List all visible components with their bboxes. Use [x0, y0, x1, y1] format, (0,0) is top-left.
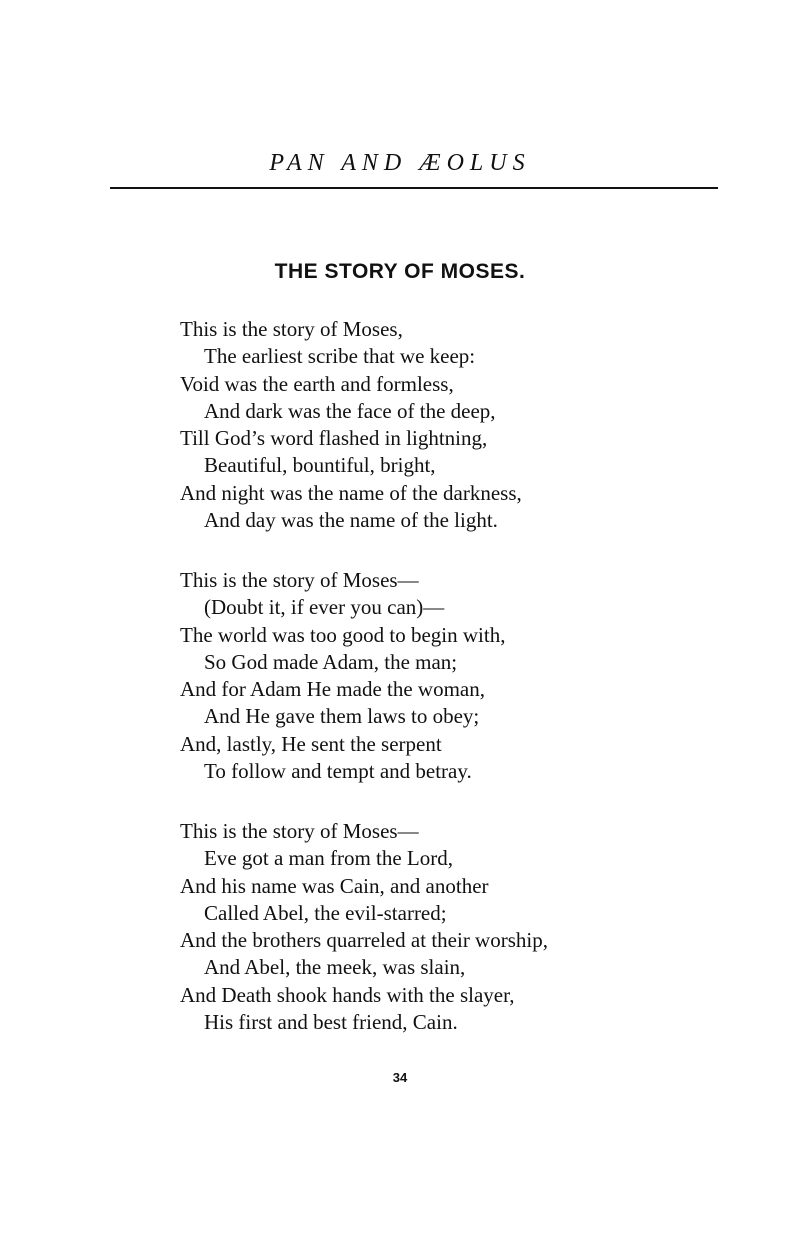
- running-head: PAN AND ÆOLUS: [269, 150, 531, 176]
- poem-line: The earliest scribe that we keep:: [204, 344, 476, 369]
- poem-line: (Doubt it, if ever you can)—: [204, 595, 445, 620]
- stanza-3: [180, 818, 700, 1036]
- poem-line: The world was too good to begin with,: [180, 622, 506, 647]
- stanza-1: [180, 316, 700, 534]
- poem-line: Eve got a man from the Lord,: [204, 846, 454, 871]
- poem-line: And Abel, the meek, was slain,: [204, 955, 466, 980]
- poem-line: And dark was the face of the deep,: [204, 398, 496, 423]
- poem-line: This is the story of Moses—: [180, 819, 419, 843]
- poem-line: And the brothers quarreled at their worship,: [180, 928, 548, 953]
- stanza-2: [180, 567, 700, 785]
- page-number: 34: [392, 1070, 408, 1085]
- poem-line: And, lastly, He sent the serpent: [180, 731, 442, 756]
- poem-line: To follow and tempt and betray.: [204, 759, 472, 784]
- poem-line: So God made Adam, the man;: [204, 649, 458, 674]
- poem-line: This is the story of Moses,: [180, 317, 403, 341]
- poem-line: And his name was Cain, and another: [180, 873, 489, 898]
- header-rule: [110, 187, 718, 189]
- poem-line: And He gave them laws to obey;: [204, 704, 480, 729]
- poem-line: And night was the name of the darkness,: [180, 480, 522, 505]
- poem-line: And day was the name of the light.: [204, 508, 498, 533]
- poem-line: Beautiful, bountiful, bright,: [204, 453, 436, 478]
- poem-title: THE STORY OF MOSES.: [274, 260, 526, 283]
- poem-line: And for Adam He made the woman,: [180, 677, 486, 702]
- poem-line: And Death shook hands with the slayer,: [180, 982, 515, 1007]
- poem-line: His first and best friend, Cain.: [204, 1010, 458, 1035]
- poem-line: Called Abel, the evil-starred;: [204, 900, 447, 925]
- poem-line: This is the story of Moses—: [180, 568, 419, 592]
- poem-line: Till God’s word flashed in lightning,: [180, 426, 488, 451]
- poem-line: Void was the earth and formless,: [180, 371, 454, 396]
